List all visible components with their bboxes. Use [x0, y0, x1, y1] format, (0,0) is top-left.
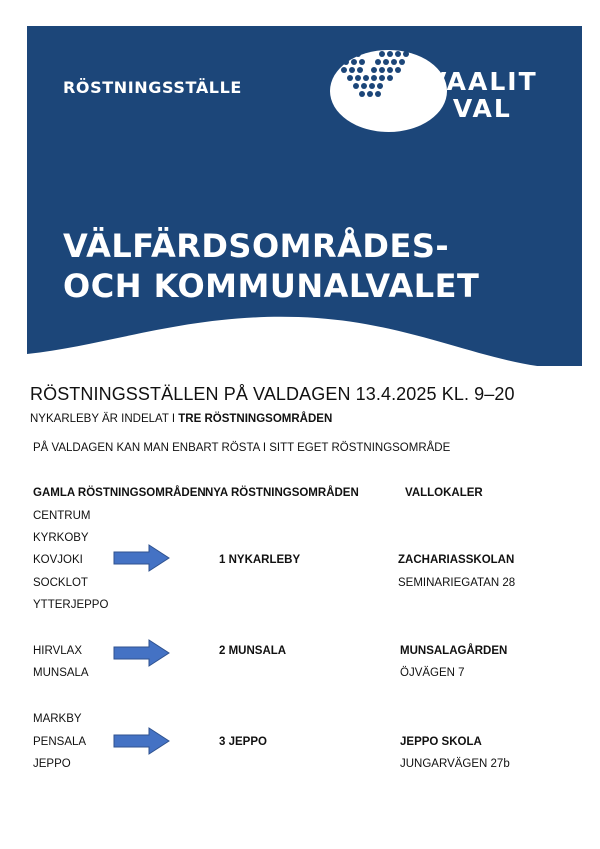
new-area-name: 3 JEPPO: [219, 736, 267, 748]
new-area-name: 1 NYKARLEBY: [219, 554, 301, 566]
intro-emphasis: TRE RÖSTNINGSOMRÅDEN: [178, 413, 333, 425]
old-area-item: YTTERJEPPO: [33, 599, 109, 611]
election-title: [63, 226, 479, 306]
old-area-item: HIRVLAX: [33, 645, 83, 657]
venue-address: SEMINARIEGATAN 28: [398, 577, 516, 589]
header-new-areas: NYA RÖSTNINGSOMRÅDEN: [205, 487, 359, 499]
voting-area-notice: PÅ VALDAGEN KAN MAN ENBART RÖSTA I SITT EGET RÖSTNINGSOMRÅDE: [33, 442, 451, 454]
old-area-item: KOVJOKI: [33, 554, 83, 566]
election-title-line-2: OCH KOMMUNALVALET: [63, 267, 480, 305]
ballot-v-logo-icon: [330, 50, 422, 98]
old-area-item: MUNSALA: [33, 667, 89, 679]
intro-prefix: NYKARLEBY ÄR INDELAT I: [30, 413, 179, 425]
banner-label: RÖSTNINGSSTÄLLE: [63, 78, 242, 97]
logo-word-vaalit: VAALIT: [427, 67, 538, 96]
venue-address: JUNGARVÄGEN 27b: [400, 758, 510, 770]
venue-name: MUNSALAGÅRDEN: [400, 645, 508, 657]
logo-word-val: VAL: [452, 94, 512, 123]
venue-name: ZACHARIASSKOLAN: [398, 554, 515, 566]
old-area-item: PENSALA: [33, 736, 87, 748]
old-area-item: JEPPO: [33, 758, 71, 770]
old-area-item: MARKBY: [33, 713, 82, 725]
old-area-item: CENTRUM: [33, 510, 91, 522]
right-arrow-icon: [113, 639, 171, 667]
logo-wordmark: [427, 68, 538, 122]
old-area-item: SOCKLOT: [33, 577, 88, 589]
right-arrow-icon: [113, 727, 171, 755]
header-venues: VALLOKALER: [405, 487, 483, 499]
new-area-name: 2 MUNSALA: [219, 645, 287, 657]
venue-name: JEPPO SKOLA: [400, 736, 482, 748]
venue-address: ÖJVÄGEN 7: [400, 667, 465, 679]
page-heading: RÖSTNINGSSTÄLLEN PÅ VALDAGEN 13.4.2025 KL. 9–20: [30, 384, 515, 404]
election-banner: [27, 26, 582, 366]
old-area-item: KYRKOBY: [33, 532, 89, 544]
election-title-line-1: VÄLFÄRDSOMRÅDES-: [63, 227, 450, 265]
intro-text: [30, 413, 332, 425]
header-old-areas: GAMLA RÖSTNINGSOMRÅDEN: [33, 487, 206, 499]
right-arrow-icon: [113, 544, 171, 572]
